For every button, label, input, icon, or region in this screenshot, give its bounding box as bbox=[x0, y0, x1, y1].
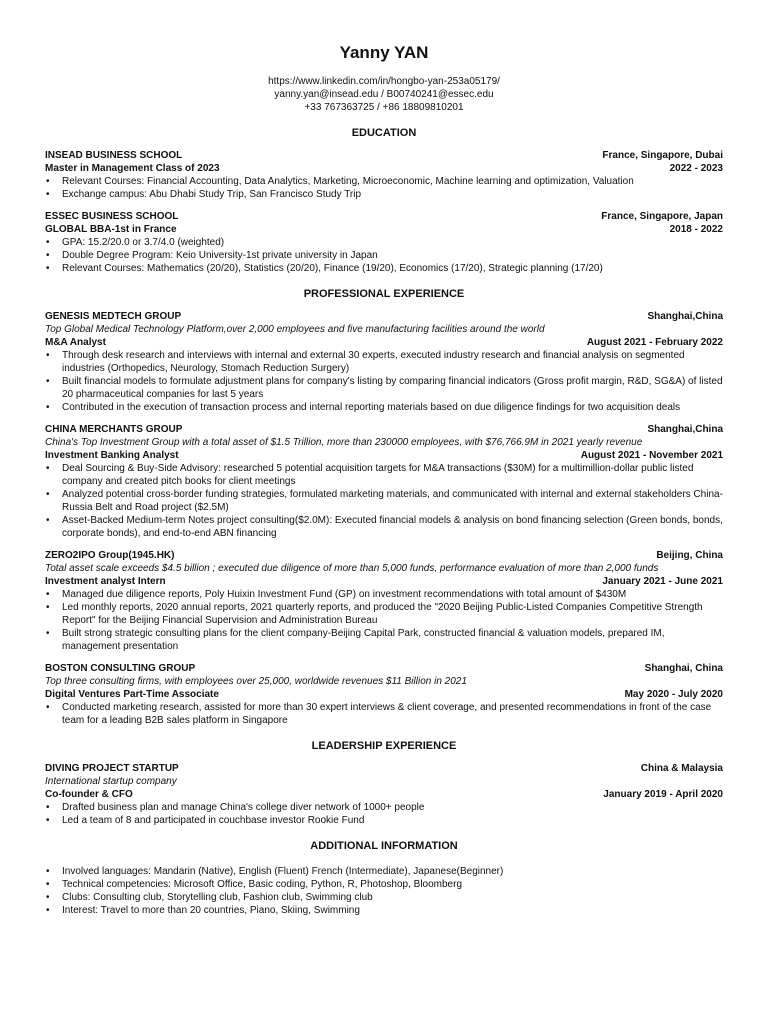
leadership-role: Co-founder & CFO bbox=[45, 789, 133, 800]
bullet-item: • Led a team of 8 and participated in couchbase investor Rookie Fund bbox=[45, 814, 723, 827]
bullet-item: • Drafted business plan and manage China's college diver network of 1000+ people bbox=[45, 801, 723, 814]
education-bullets bbox=[45, 236, 723, 275]
experience-bullets bbox=[45, 462, 723, 540]
leadership-entry bbox=[45, 762, 723, 827]
job-title: Investment Banking Analyst bbox=[45, 450, 179, 461]
organization-description: International startup company bbox=[45, 776, 177, 787]
bullet-item: • Exchange campus: Abu Dhabi Study Trip, San Francisco Study Trip bbox=[45, 188, 723, 201]
school-name: ESSEC BUSINESS SCHOOL bbox=[45, 211, 179, 222]
leadership-dates: January 2019 - April 2020 bbox=[603, 789, 723, 800]
email-addresses[interactable]: yanny.yan@insead.edu / B00740241@essec.edu bbox=[274, 89, 494, 100]
job-dates: January 2021 - June 2021 bbox=[602, 576, 723, 587]
experience-bullets bbox=[45, 588, 723, 653]
additional-bullets bbox=[45, 865, 723, 917]
bullet-item: • Built strong strategic consulting plans for the client company-Beijing Capital Park, constructed financial & valuation models, prepared IM, management presentation bbox=[45, 627, 723, 653]
experience-entry bbox=[45, 662, 723, 727]
degree: GLOBAL BBA-1st in France bbox=[45, 224, 177, 235]
job-dates: August 2021 - February 2022 bbox=[586, 337, 723, 348]
company-location: Shanghai, China bbox=[644, 663, 723, 674]
company-description: Top Global Medical Technology Platform,over 2,000 employees and five manufacturing facilities around the world bbox=[45, 324, 545, 335]
education-dates: 2022 - 2023 bbox=[669, 163, 723, 174]
leadership-bullets bbox=[45, 801, 723, 827]
experience-entry bbox=[45, 310, 723, 414]
company-description: China's Top Investment Group with a total asset of $1.5 Trillion, more than 230000 employees, with $76,766.9M in 2021 yearly revenue bbox=[45, 437, 643, 448]
job-dates: August 2021 - November 2021 bbox=[580, 450, 723, 461]
experience-bullets bbox=[45, 349, 723, 414]
bullet-item: • Relevant Courses: Mathematics (20/20), Statistics (20/20), Finance (19/20), Economics (17/20), Strategic planning (17/20) bbox=[45, 262, 723, 275]
degree: Master in Management Class of 2023 bbox=[45, 163, 220, 174]
professional-heading: PROFESSIONAL EXPERIENCE bbox=[303, 288, 465, 300]
bullet-item: • Relevant Courses: Financial Accounting, Data Analytics, Marketing, Microeconomic, Machine learning and optimization, Valuation bbox=[45, 175, 723, 188]
bullet-item: • Analyzed potential cross-border funding strategies, formulated marketing materials, and communicated with internal and external stakeholders China-Russia Belt and Road project ($2.5M) bbox=[45, 488, 723, 514]
company-description: Total asset scale exceeds $4.5 billion ; executed due diligence of more than 5,000 funds, performance evaluation of more than 2,000 funds bbox=[45, 563, 659, 574]
bullet-item: • Managed due diligence reports, Poly Huixin Investment Fund (GP) on investment recommendations with total amount of $430M bbox=[45, 588, 723, 601]
bullet-item: • Double Degree Program: Keio University-1st private university in Japan bbox=[45, 249, 723, 262]
company-location: Shanghai,China bbox=[647, 311, 723, 322]
company-description: Top three consulting firms, with employees over 25,000, worldwide revenues $11 Billion in 2021 bbox=[45, 676, 467, 687]
company-location: Shanghai,China bbox=[647, 424, 723, 435]
job-title: Digital Ventures Part-Time Associate bbox=[45, 689, 219, 700]
contact-block bbox=[45, 75, 723, 114]
linkedin-link[interactable]: https://www.linkedin.com/in/hongbo-yan-253a05179/ bbox=[268, 76, 500, 87]
candidate-name: Yanny YAN bbox=[339, 43, 429, 62]
education-bullets bbox=[45, 175, 723, 201]
organization-name: DIVING PROJECT STARTUP bbox=[45, 763, 179, 774]
bullet-item: • Clubs: Consulting club, Storytelling club, Fashion club, Swimming club bbox=[45, 891, 723, 904]
company-location: Beijing, China bbox=[656, 550, 723, 561]
education-entry bbox=[45, 149, 723, 201]
bullet-item: • GPA: 15.2/20.0 or 3.7/4.0 (weighted) bbox=[45, 236, 723, 249]
organization-location: China & Malaysia bbox=[640, 763, 723, 774]
bullet-item: • Built financial models to formulate adjustment plans for company's listing by comparing financial indicators (Gross profit margin, R&D, SG&A) of listed 20 pharmaceutical companies for last 5 years bbox=[45, 375, 723, 401]
bullet-item: • Conducted marketing research, assisted for more than 30 expert interviews & client coverage, and presented recommendations in front of the case team for a leading B2B sales platform in Singapore bbox=[45, 701, 723, 727]
bullet-item: • Asset-Backed Medium-term Notes project consulting($2.0M): Executed financial models & analysis on bond financing selection (Green bonds, bonds, corporate bonds), and end-to-end ABN financing bbox=[45, 514, 723, 540]
company-name: CHINA MERCHANTS GROUP bbox=[45, 424, 183, 435]
bullet-item: • Contributed in the execution of transaction process and internal reporting materials based on due diligence findings for two acquisition deals bbox=[45, 401, 723, 414]
education-entry bbox=[45, 210, 723, 275]
experience-entry bbox=[45, 423, 723, 540]
school-name: INSEAD BUSINESS SCHOOL bbox=[45, 150, 183, 161]
bullet-item: • Through desk research and interviews with internal and external 30 experts, executed industry research and financial analysis on segmented industries (Orthopedics, Neurology, Stomach Reduction Surgery) bbox=[45, 349, 723, 375]
education-heading: EDUCATION bbox=[351, 127, 417, 139]
school-location: France, Singapore, Dubai bbox=[602, 150, 723, 161]
phone-numbers: +33 767363725 / +86 18809810201 bbox=[304, 102, 464, 113]
company-name: ZERO2IPO Group(1945.HK) bbox=[45, 550, 175, 561]
job-title: Investment analyst Intern bbox=[45, 576, 166, 587]
leadership-heading: LEADERSHIP EXPERIENCE bbox=[311, 740, 457, 752]
company-name: GENESIS MEDTECH GROUP bbox=[45, 311, 182, 322]
bullet-item: • Led monthly reports, 2020 annual reports, 2021 quarterly reports, and produced the "2020 Beijing Public-Listed Companies Competitive Strength Report" for the Beijing Financial Supervision and Administration Bureau bbox=[45, 601, 723, 627]
bullet-item: • Deal Sourcing & Buy-Side Advisory: researched 5 potential acquisition targets for M&A transactions ($30M) for a multimillion-dollar public listed company and created pitch books for client meetings bbox=[45, 462, 723, 488]
bullet-item: • Technical competencies: Microsoft Office, Basic coding, Python, R, Photoshop, Bloomberg bbox=[45, 878, 723, 891]
experience-entry bbox=[45, 549, 723, 653]
experience-bullets bbox=[45, 701, 723, 727]
bullet-item: • Involved languages: Mandarin (Native), English (Fluent) French (Intermediate), Japanese(Beginner) bbox=[45, 865, 723, 878]
bullet-item: • Interest: Travel to more than 20 countries, Piano, Skiing, Swimming bbox=[45, 904, 723, 917]
school-location: France, Singapore, Japan bbox=[601, 211, 723, 222]
additional-heading: ADDITIONAL INFORMATION bbox=[310, 840, 458, 852]
company-name: BOSTON CONSULTING GROUP bbox=[45, 663, 196, 674]
education-dates: 2018 - 2022 bbox=[669, 224, 723, 235]
job-title: M&A Analyst bbox=[45, 337, 106, 348]
job-dates: May 2020 - July 2020 bbox=[624, 689, 723, 700]
